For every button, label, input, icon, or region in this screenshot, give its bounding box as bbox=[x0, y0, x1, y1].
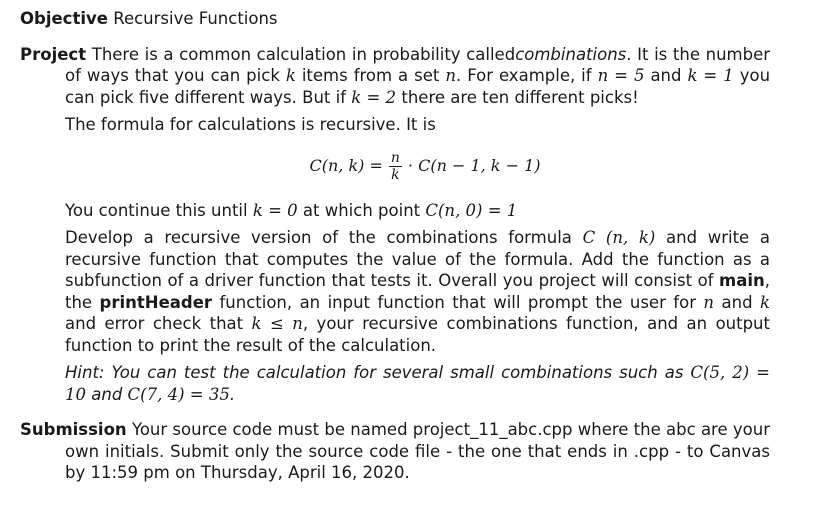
base-case-line bbox=[20, 200, 770, 222]
develop-paragraph bbox=[20, 227, 770, 356]
objective-text: Recursive Functions bbox=[113, 9, 278, 28]
continue-text-b: at which point bbox=[302, 200, 421, 220]
formula-lhs: C(n, k) = bbox=[309, 156, 383, 176]
intro-text-c: items from a set bbox=[301, 66, 440, 85]
develop-text-f: and error check that bbox=[65, 314, 244, 333]
submission-section bbox=[20, 419, 770, 484]
formula-row bbox=[309, 150, 540, 183]
submission-paragraph bbox=[20, 419, 770, 484]
print-header-function-name: printHeader bbox=[99, 292, 213, 312]
formula-fraction bbox=[389, 150, 402, 183]
intro-text-e: and bbox=[650, 66, 682, 85]
objective-section bbox=[20, 8, 770, 30]
main-function-name: main bbox=[719, 271, 765, 290]
develop-text-c: , the bbox=[65, 271, 771, 312]
project-intro bbox=[20, 44, 770, 109]
combination-formula bbox=[20, 150, 770, 190]
math-k-le-n: k ≤ n bbox=[251, 314, 303, 333]
project-label: Project bbox=[20, 44, 87, 64]
math-k-equals-0: k = 0 bbox=[252, 200, 298, 220]
develop-text-a: Develop a recursive version of the combinations formula bbox=[65, 228, 572, 247]
math-k-equals-1: k = 1 bbox=[687, 66, 734, 85]
math-n-2: n bbox=[703, 292, 715, 312]
intro-text-f: you can pick five different ways. But if bbox=[65, 66, 771, 107]
math-10: 10 bbox=[65, 384, 86, 404]
formula-denominator: k bbox=[391, 166, 400, 183]
formula-rhs: · C(n − 1, k − 1) bbox=[407, 156, 541, 176]
hint-end: . bbox=[229, 384, 236, 404]
math-k-2: k bbox=[759, 292, 770, 312]
hint-paragraph bbox=[20, 362, 770, 405]
develop-text-b: and write a recursive function that computes the value of the formula. Add the function as a subfunction of a driver function that tests it. Overall you project will consist of bbox=[65, 228, 770, 290]
math-c-5-2: C(5, 2) = bbox=[690, 363, 770, 382]
submission-label: Submission bbox=[20, 420, 127, 439]
formula-numerator: n bbox=[390, 149, 400, 166]
math-base-case: C(n, 0) = 1 bbox=[425, 200, 518, 220]
assignment-document bbox=[20, 8, 770, 490]
develop-text-e: and bbox=[721, 292, 753, 312]
math-k-equals-2: k = 2 bbox=[351, 87, 397, 107]
math-n-equals-5: n = 5 bbox=[597, 66, 645, 85]
develop-text-g: , your recursive combinations function, and an output function to print the result of the calculation. bbox=[65, 314, 770, 355]
develop-text-d: function, an input function that will prompt the user for bbox=[219, 292, 696, 312]
math-k: k bbox=[285, 66, 296, 85]
continue-text-a: You continue this until bbox=[65, 200, 248, 220]
objective-label: Objective bbox=[20, 9, 108, 28]
intro-text-a: There is a common calculation in probability called bbox=[91, 44, 516, 64]
recursive-intro-line: The formula for calculations is recursive. It is bbox=[65, 115, 436, 134]
math-c-7-4: C(7, 4) = 35 bbox=[127, 384, 230, 404]
submission-text: Your source code must be named project_11_abc.cpp where the abc are your own initials. Submit only the source code file - the one that ends in .cpp - to Canvas by 11:59 pm on Thursday, April 16, 2020. bbox=[65, 420, 770, 482]
intro-term: combinations bbox=[515, 44, 627, 64]
intro-text-g: there are ten different picks! bbox=[401, 87, 639, 107]
math-c-n-k: C (n, k) bbox=[582, 228, 656, 247]
math-n: n bbox=[445, 66, 456, 85]
hint-text-a: Hint: You can test the calculation for several small combinations such as bbox=[65, 363, 684, 382]
project-section bbox=[20, 44, 770, 406]
hint-and: and bbox=[91, 384, 123, 404]
intro-text-d: . For example, if bbox=[455, 66, 592, 85]
intro-text-b: . It is the number of ways that you can pick bbox=[65, 44, 771, 85]
